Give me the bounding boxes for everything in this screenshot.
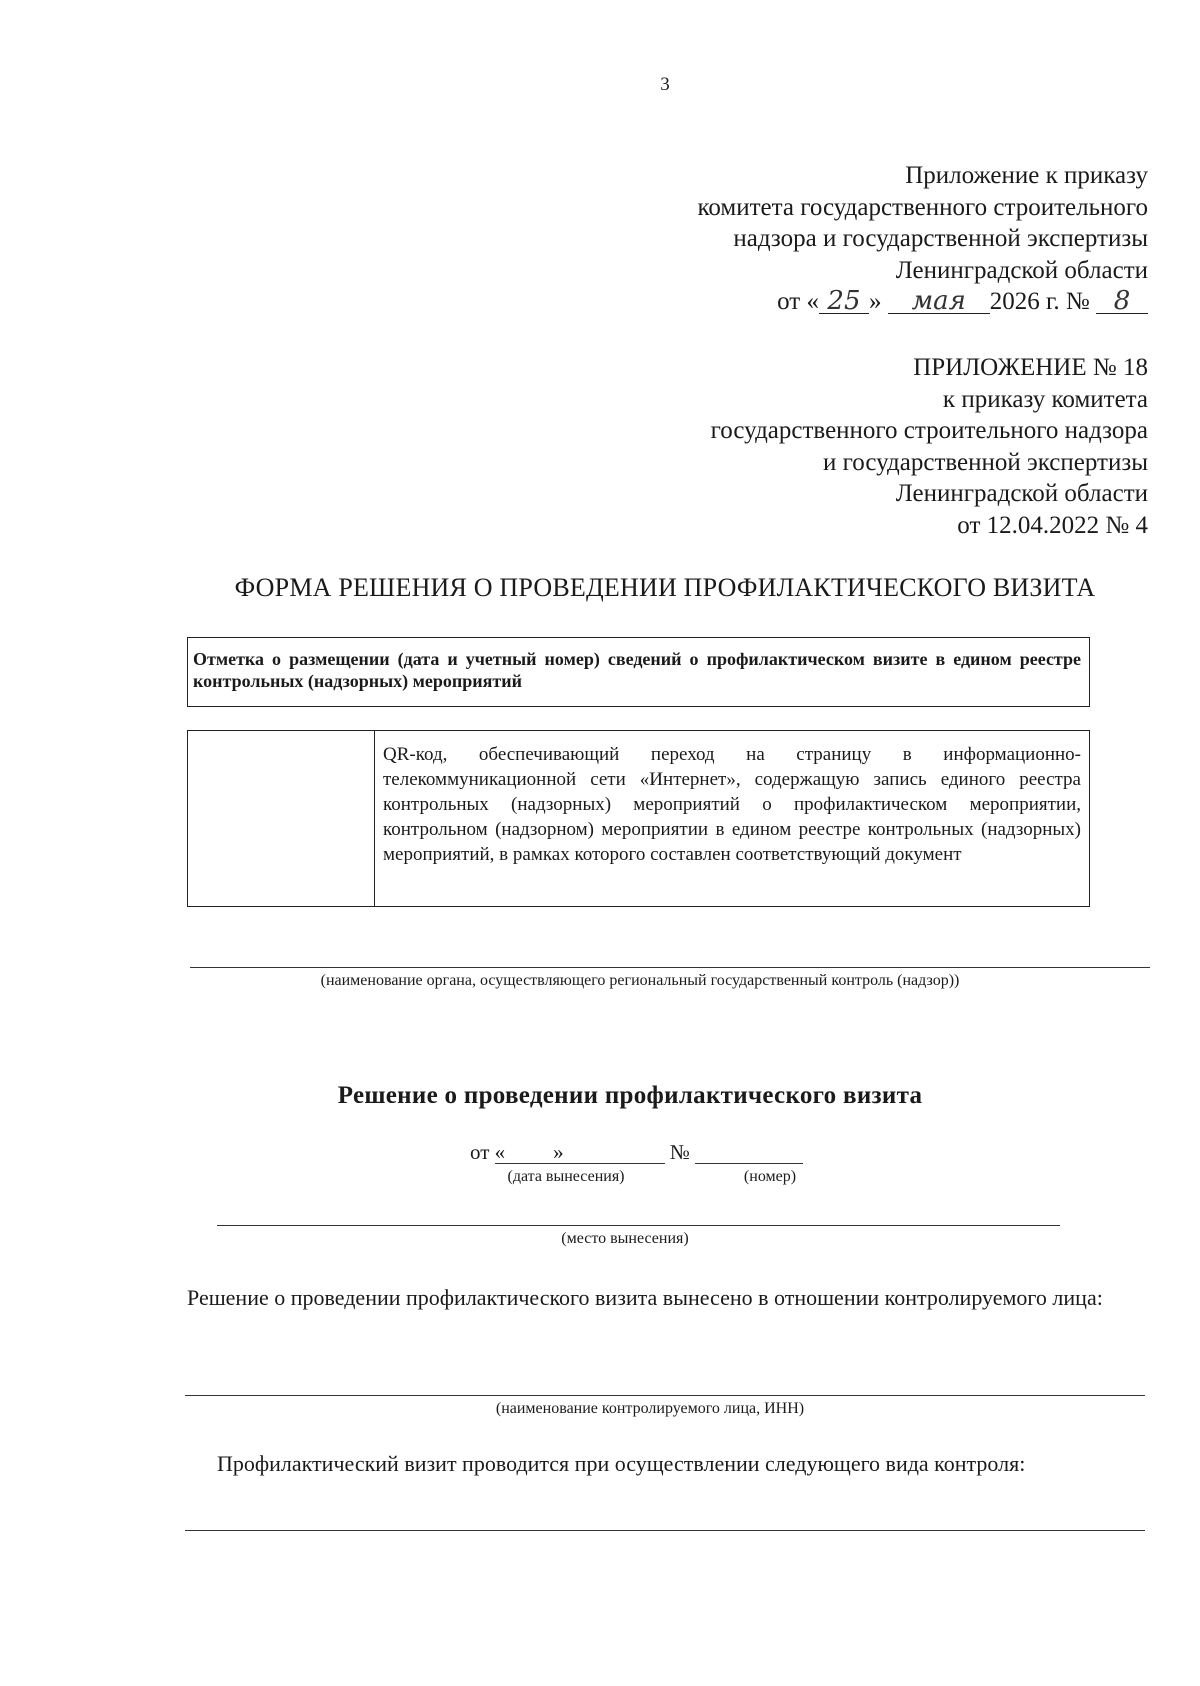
handwritten-order-number: 8: [1096, 289, 1148, 314]
authority-underline: [190, 967, 1150, 968]
date-caption: (дата вынесения): [507, 1168, 625, 1185]
annex-line: и государственной экспертизы: [822, 448, 1148, 476]
handwritten-day: 25: [819, 289, 869, 314]
place-underline: [217, 1225, 1060, 1226]
qr-code-cell: [188, 731, 375, 906]
date-mid: »: [868, 288, 882, 315]
annex-line: государственного строительного надзора: [710, 417, 1148, 444]
number-sign: №: [669, 1140, 690, 1164]
annex-line: к приказу комитета: [942, 385, 1148, 413]
control-underline: [185, 1530, 1145, 1531]
number-blank: [695, 1141, 803, 1164]
control-text: Профилактический визит проводится при осуществлении следующего вида контроля:: [217, 1451, 1026, 1476]
annex-line: Ленинградской области: [895, 480, 1148, 507]
form-title: ФОРМА РЕШЕНИЯ О ПРОВЕДЕНИИ ПРОФИЛАКТИЧЕСКОГО ВИЗИТА: [234, 573, 1096, 602]
qr-description: QR-код, обеспечивающий переход на страницу в информационно-телекоммуникационной сети «Интернет», содержащую запись единого реестра контрольных (надзорных) мероприятий о профилактическом мероприятии, контрольном (надзорном) мероприятии в едином реестре контрольных (надзорных) мероприятий, в рамках которого составлен соответствующий документ: [383, 744, 1081, 865]
appendix-line: надзора и государственной экспертизы: [733, 225, 1148, 252]
quote-close: »: [553, 1140, 564, 1164]
date-year: 2026 г. №: [989, 288, 1090, 315]
handwritten-month: мая: [888, 289, 990, 314]
decision-date-line: [470, 1140, 803, 1165]
date-prefix: от «: [777, 288, 819, 315]
number-caption: (номер): [743, 1168, 797, 1185]
page-number: 3: [660, 74, 670, 95]
appendix-header: [698, 160, 1149, 318]
decision-text: Решение о проведении профилактического визита вынесено в отношении контролируемого лица:: [187, 1285, 1103, 1310]
person-caption: (наименование контролируемого лица, ИНН): [495, 1400, 805, 1417]
place-caption: (место вынесения): [561, 1230, 689, 1247]
qr-code-table: [187, 730, 1090, 907]
annex-header: [711, 352, 1148, 541]
date-from-label: от: [470, 1140, 490, 1164]
date-blank: [495, 1141, 665, 1164]
authority-caption: (наименование органа, осуществляющего региональный государственный контроль (надзор)): [320, 972, 960, 989]
appendix-line: Приложение к приказу: [905, 162, 1148, 189]
quote-open: «: [494, 1140, 506, 1164]
person-underline: [185, 1395, 1145, 1396]
decision-title: Решение о проведении профилактического визита: [337, 1082, 923, 1109]
appendix-line: комитета государственного строительного: [697, 193, 1148, 221]
appendix-line: Ленинградской области: [895, 256, 1148, 284]
registry-mark-box: Отметка о размещении (дата и учетный номер) сведений о профилактическом визите в едином реестре контрольных (надзорных) мероприятий: [187, 637, 1090, 707]
appendix-date-line: [698, 286, 1149, 318]
annex-line: от 12.04.2022 № 4: [957, 511, 1148, 539]
annex-line: ПРИЛОЖЕНИЕ № 18: [913, 354, 1148, 381]
